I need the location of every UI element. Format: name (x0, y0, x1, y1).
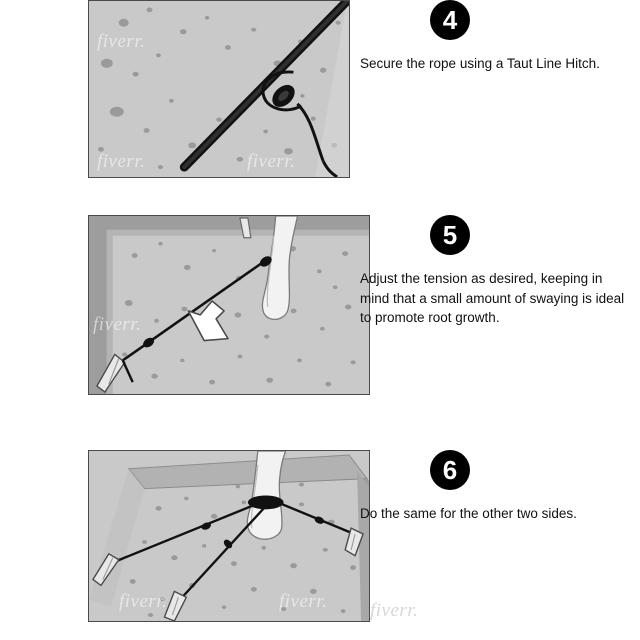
watermark: fiverr. (119, 591, 168, 612)
step-6-drawing (89, 451, 369, 621)
watermark: fiverr. (247, 151, 296, 172)
watermark: fiverr. (93, 314, 142, 335)
step-5-drawing (89, 216, 369, 394)
step-5-illustration (88, 215, 370, 395)
watermark: fiverr. (370, 600, 419, 621)
watermark: fiverr. (97, 151, 146, 172)
step-5-text (360, 215, 630, 328)
step-5-number: 5 (430, 215, 470, 255)
step-6 (0, 450, 640, 640)
step-6-number: 6 (430, 450, 470, 490)
step-4-number: 4 (430, 0, 470, 40)
step-5-caption: Adjust the tension as desired, keeping in mind that a small amount of swaying is ideal to promote root growth. (360, 271, 625, 326)
watermark: fiverr. (279, 591, 328, 612)
step-5 (0, 215, 640, 415)
step-4-illustration (88, 0, 350, 178)
step-4-drawing (89, 1, 349, 177)
step-4-text (360, 0, 630, 74)
step-6-text (360, 450, 630, 524)
step-6-illustration (88, 450, 370, 622)
step-4 (0, 0, 640, 190)
step-4-caption: Secure the rope using a Taut Line Hitch. (360, 56, 600, 71)
step-6-caption: Do the same for the other two sides. (360, 506, 577, 521)
watermark: fiverr. (97, 31, 146, 52)
